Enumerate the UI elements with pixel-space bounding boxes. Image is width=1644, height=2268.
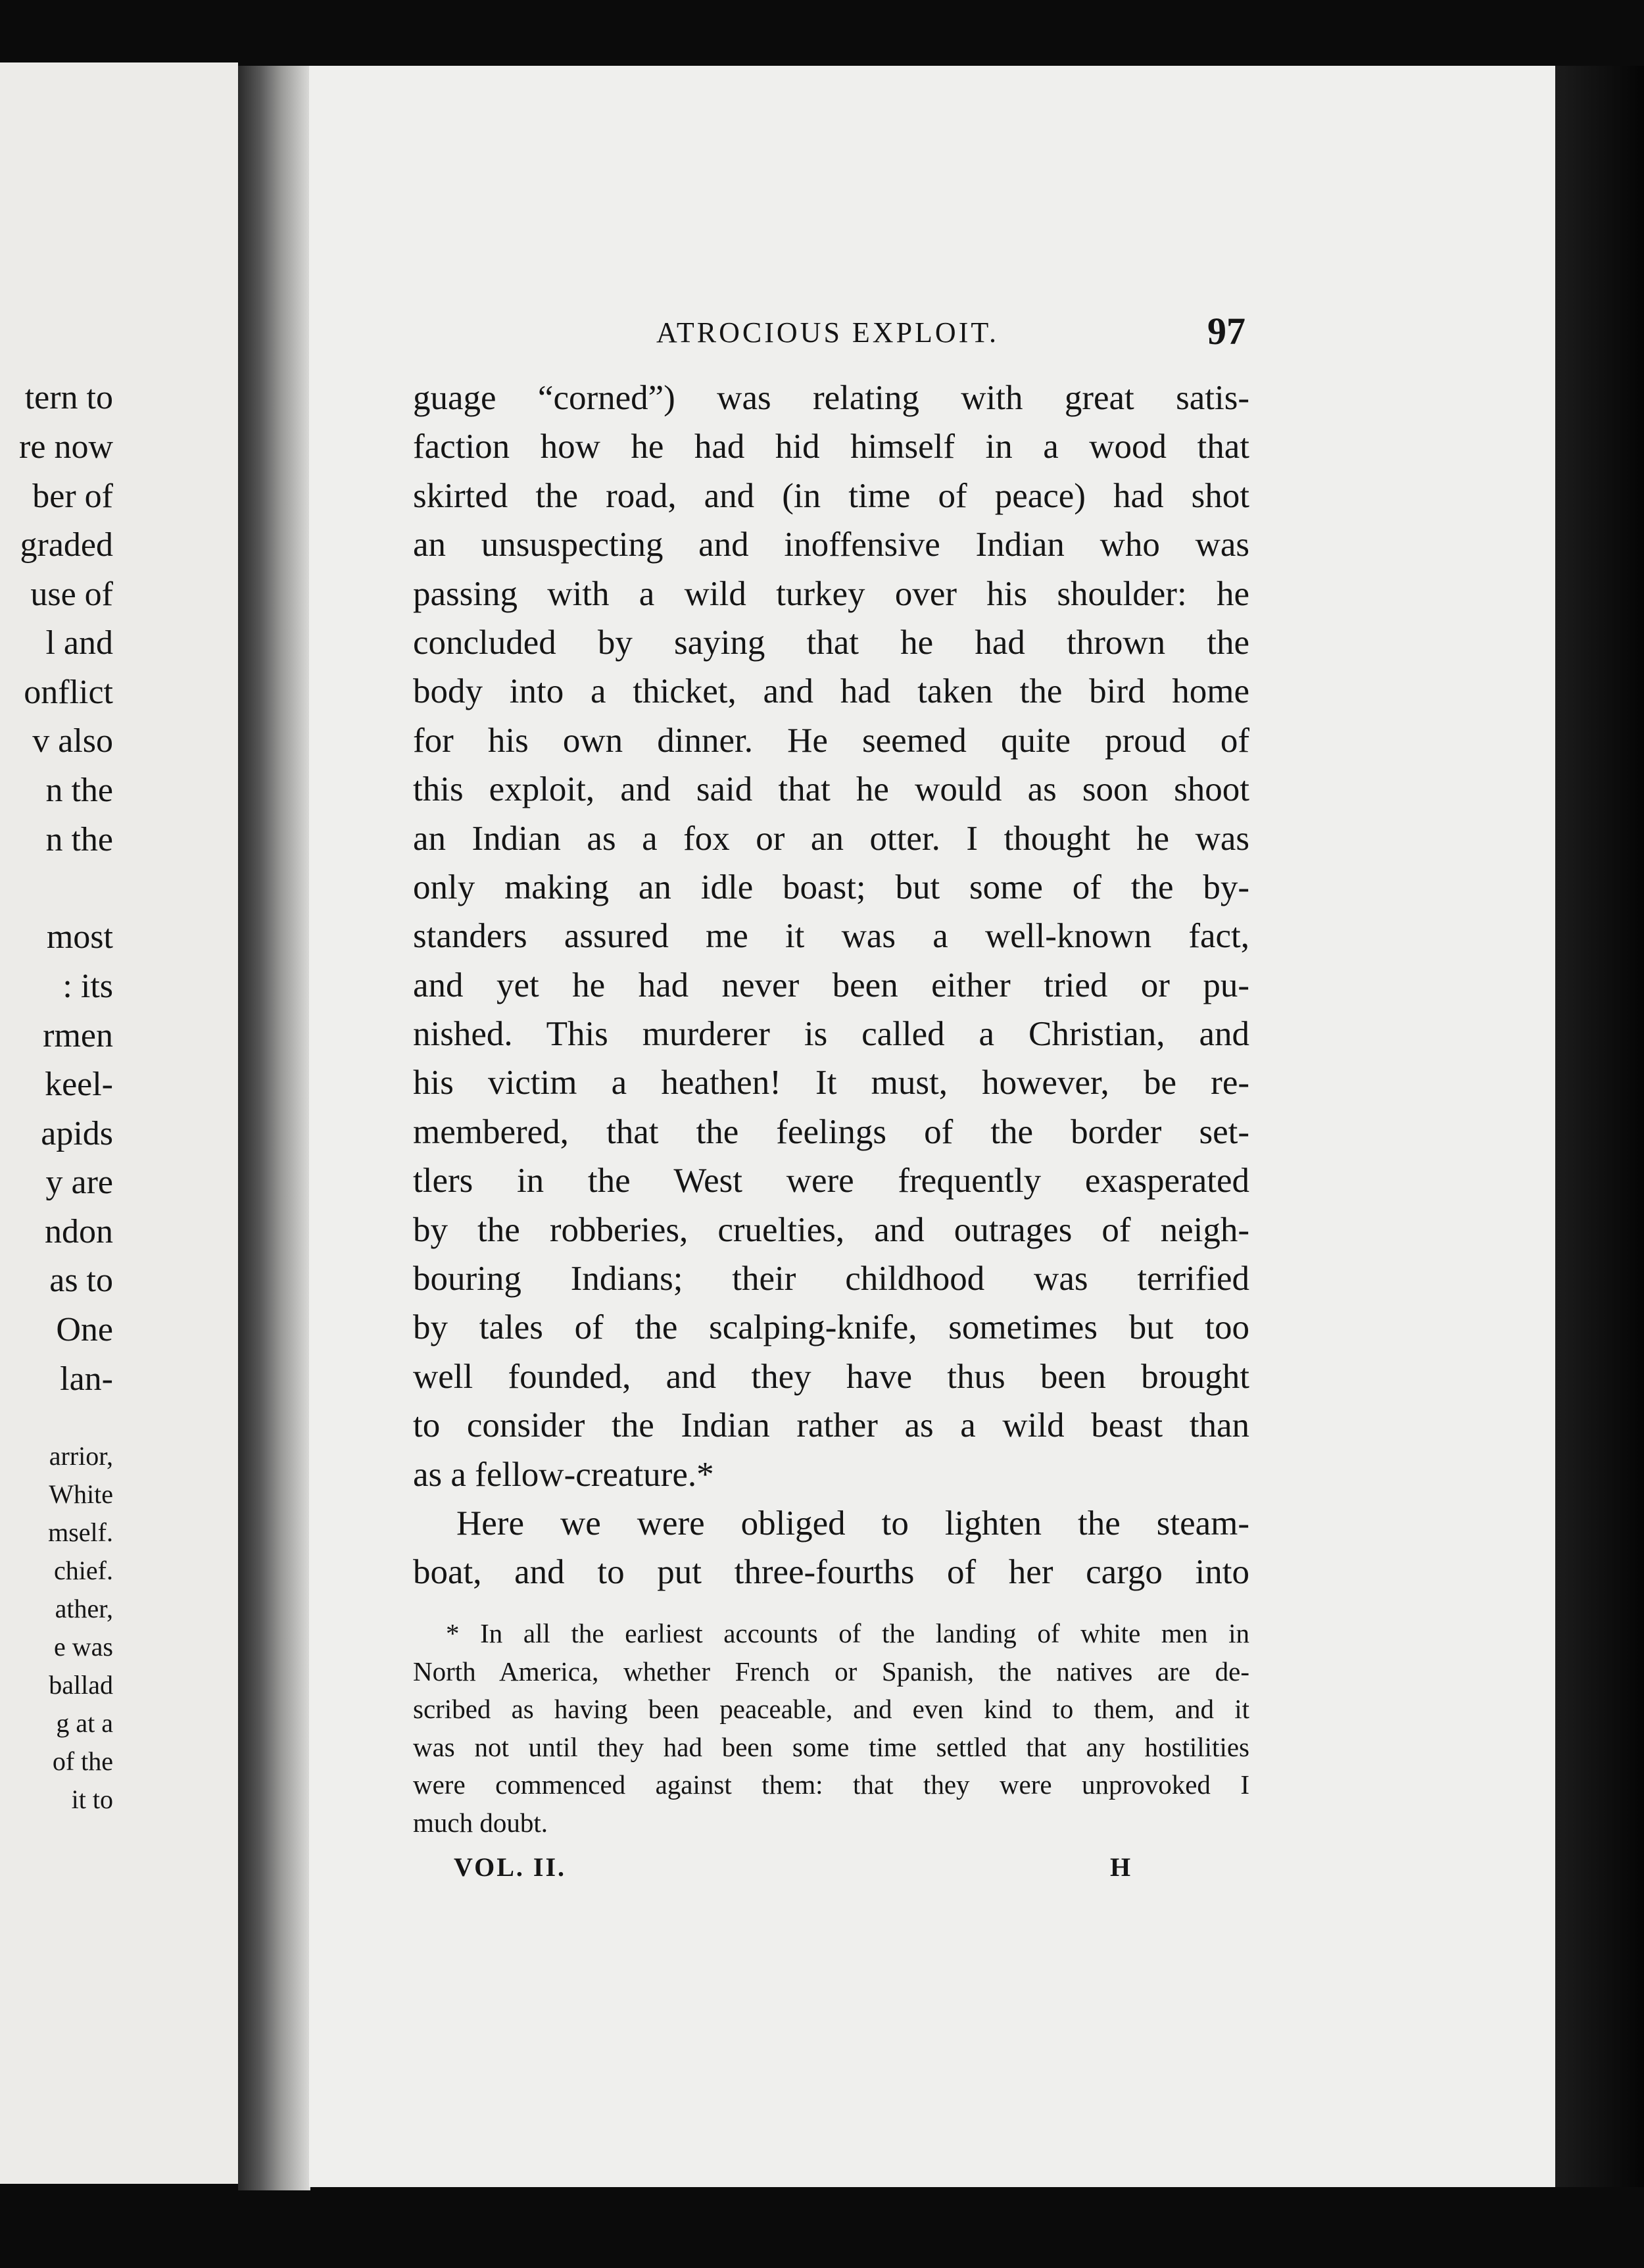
previous-page-footnote-line: ballad [49,1670,113,1700]
previous-page-footnote-line: e was [54,1632,113,1662]
text-line: only making an idle boast; but some of the by- [413,868,1249,906]
body-text [413,374,1249,1597]
background-edge [1555,66,1644,2187]
text-line: as a fellow-creature.* [413,1455,714,1494]
previous-page-line: l and [45,624,113,662]
previous-page-line: v also [32,722,113,760]
previous-page-line: tern to [24,379,113,416]
text-line: bouring Indians; their childhood was terrified [413,1260,1249,1298]
text-line: concluded by saying that he had thrown the [413,623,1249,662]
footnote-line: were commenced against them: that they were unprovoked I [413,1769,1249,1800]
volume-signature: VOL. II. [454,1852,567,1882]
text-line: body into a thicket, and had taken the bird home [413,672,1249,711]
text-line: Here we were obliged to lighten the steam- [456,1504,1249,1542]
previous-page-line: : its [62,968,113,1005]
text-line: membered, that the feelings of the border set- [413,1112,1249,1151]
previous-page-line: ndon [45,1213,113,1250]
page-number: 97 [1207,310,1245,353]
previous-page-line: use of [30,576,113,613]
text-line: an Indian as a fox or an otter. I thought he was [413,819,1249,858]
previous-page-line: graded [20,526,113,564]
previous-page-footnote-line: chief. [54,1556,113,1585]
text-line: for his own dinner. He seemed quite proud of [413,721,1249,760]
text-line: by tales of the scalping-knife, sometimes but too [413,1308,1249,1347]
text-line: to consider the Indian rather as a wild beast than [413,1406,1249,1445]
previous-page-line: rmen [43,1017,113,1054]
previous-page-footnote-line: g at a [56,1708,113,1738]
previous-page-line: lan- [60,1360,113,1398]
previous-page-footnote-line: mself. [48,1517,113,1547]
previous-page [0,62,238,2184]
running-head [413,310,1249,355]
previous-page-line: apids [41,1115,113,1152]
previous-page-line: One [56,1311,113,1348]
text-line: by the robberies, cruelties, and outrages of neigh- [413,1210,1249,1249]
text-line: this exploit, and said that he would as soon shoot [413,770,1249,809]
footnote-line: was not until they had been some time settled that any hostilities [413,1731,1249,1762]
footnote-line: * In all the earliest accounts of the landing of white men in [446,1618,1249,1648]
previous-page-footnote-line: arrior, [49,1441,113,1471]
footnote [413,1615,1249,1842]
footnote-line: much doubt. [413,1807,548,1838]
text-line: skirted the road, and (in time of peace) had shot [413,476,1249,515]
text-line: boat, and to put three-fourths of her cargo into [413,1553,1249,1592]
text-line: and yet he had never been either tried or pu- [413,966,1249,1004]
book-gutter-shadow [238,66,310,2190]
previous-page-footnote-line: White [49,1479,113,1509]
footnote-line: scribed as having been peaceable, and even kind to them, and it [413,1694,1249,1724]
previous-page-line: y are [45,1164,113,1201]
previous-page-line: n the [45,821,113,858]
signature-mark: H [1110,1852,1131,1882]
previous-page-line: n the [45,772,113,809]
previous-page-footnote-line: ather, [55,1594,113,1623]
text-line: guage “corned”) was relating with great satis- [413,379,1249,417]
text-line: tlers in the West were frequently exasperated [413,1162,1249,1200]
text-line: an unsuspecting and inoffensive Indian who was [413,526,1249,564]
text-line: standers assured me it was a well-known fact, [413,917,1249,956]
text-line: nished. This murderer is called a Christian, and [413,1015,1249,1054]
previous-page-line: as to [49,1262,113,1299]
previous-page-line: keel- [45,1066,113,1103]
previous-page-line: ber of [32,478,113,515]
text-line: his victim a heathen! It must, however, be re- [413,1064,1249,1102]
chapter-header: ATROCIOUS EXPLOIT. [656,316,999,349]
previous-page-footnote-line: it to [71,1785,113,1814]
previous-page-footnote-line: of the [52,1746,113,1776]
previous-page-line: most [46,918,113,956]
text-line: faction how he had hid himself in a wood that [413,428,1249,466]
previous-page-line: re now [19,428,113,466]
text-line: passing with a wild turkey over his shoulder: he [413,574,1249,613]
previous-page-line: onflict [24,674,113,711]
text-line: well founded, and they have thus been brought [413,1357,1249,1396]
footnote-line: North America, whether French or Spanish, the natives are de- [413,1656,1249,1687]
